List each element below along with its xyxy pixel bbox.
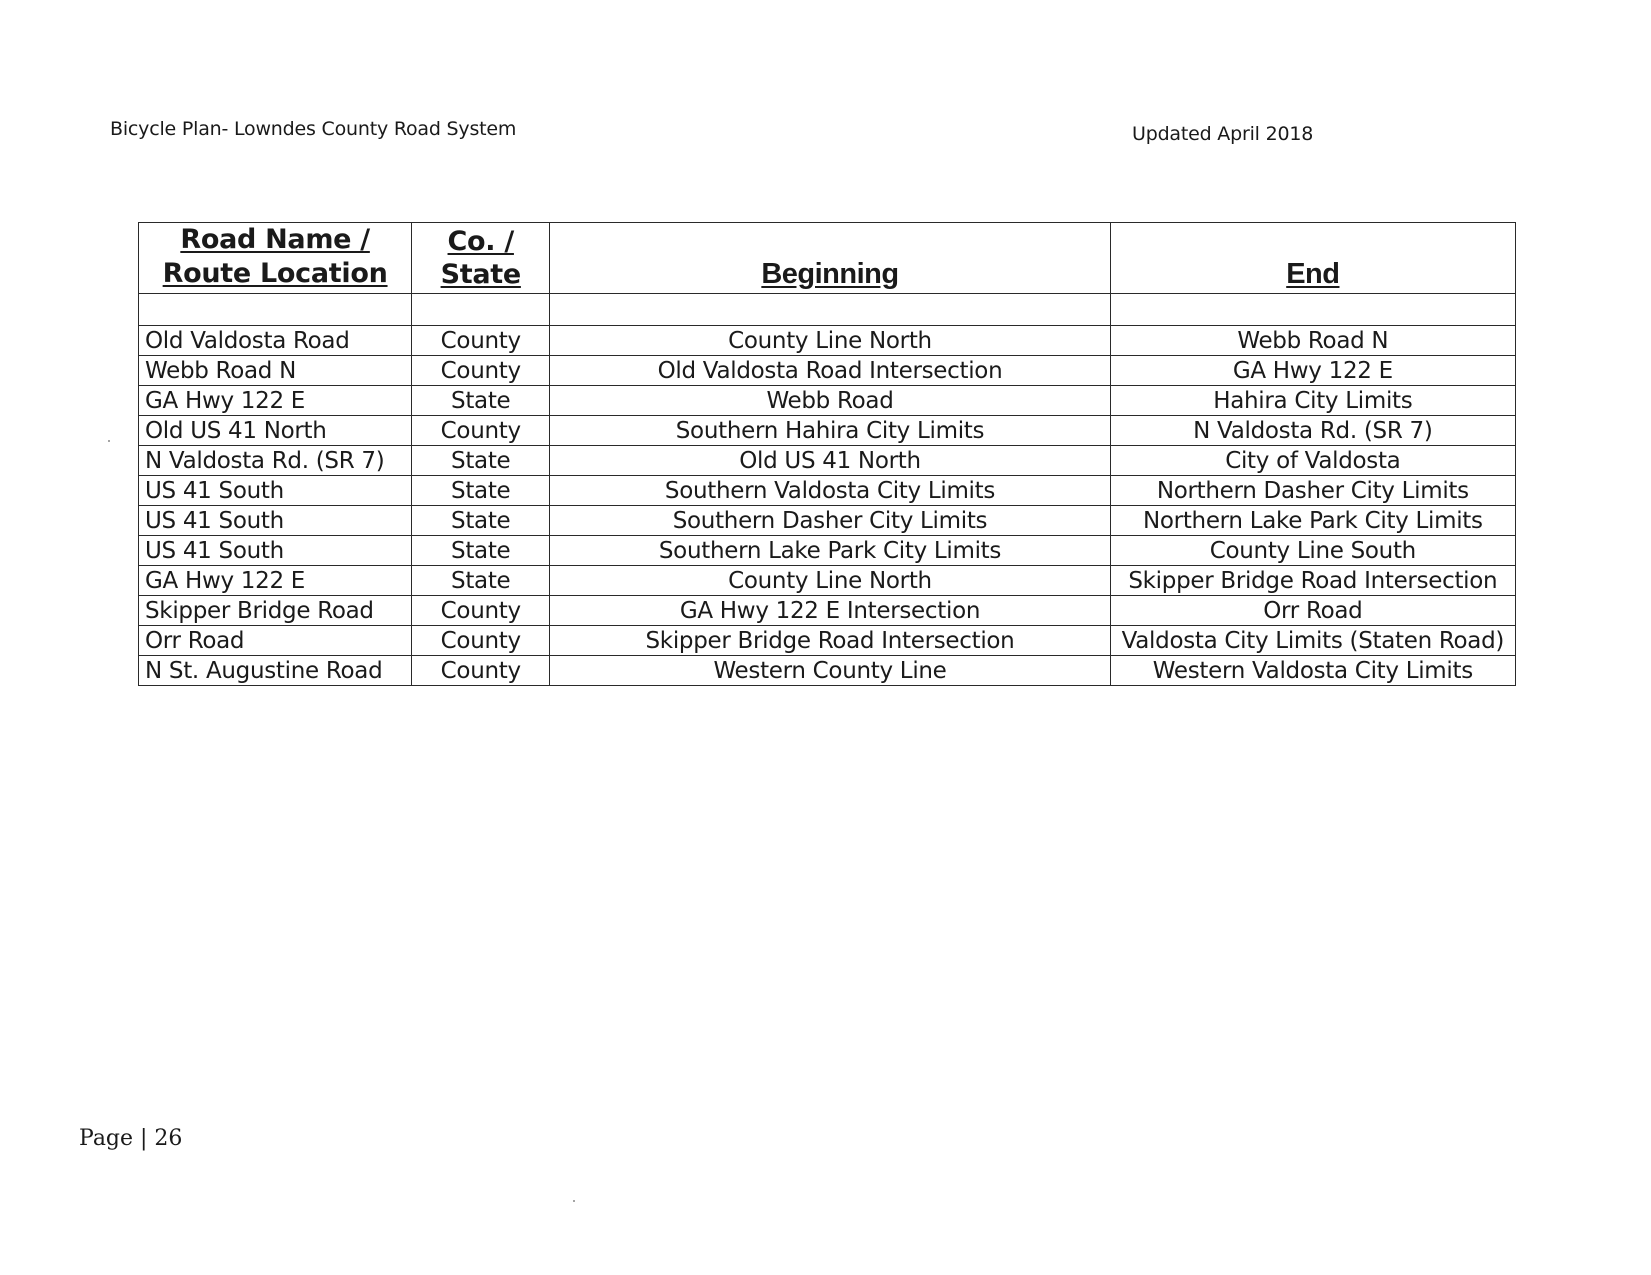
table-row xyxy=(139,566,1516,596)
road-name-cell: Skipper Bridge Road xyxy=(139,596,412,626)
beginning-cell: Western County Line xyxy=(550,656,1110,686)
beginning-cell: Old US 41 North xyxy=(550,446,1110,476)
beginning-cell: County Line North xyxy=(550,566,1110,596)
end-cell: Northern Lake Park City Limits xyxy=(1110,506,1515,536)
road-name-cell: Webb Road N xyxy=(139,356,412,386)
column-header-road-name-line1: Road Name / xyxy=(180,224,370,255)
end-cell: County Line South xyxy=(1110,536,1515,566)
empty-cell xyxy=(139,294,412,326)
table-row xyxy=(139,446,1516,476)
table-row xyxy=(139,656,1516,686)
beginning-cell: Webb Road xyxy=(550,386,1110,416)
table-row xyxy=(139,416,1516,446)
table-row xyxy=(139,356,1516,386)
bicycle-route-table xyxy=(138,222,1516,686)
table-header-row xyxy=(139,223,1516,294)
end-cell: Western Valdosta City Limits xyxy=(1110,656,1515,686)
co-state-cell: County xyxy=(412,656,550,686)
end-cell: Valdosta City Limits (Staten Road) xyxy=(1110,626,1515,656)
column-header-road-name xyxy=(139,223,412,294)
column-header-co-state-line2: State xyxy=(440,259,521,290)
co-state-cell: State xyxy=(412,506,550,536)
scan-artifact xyxy=(573,1200,575,1202)
column-header-road-name-line2: Route Location xyxy=(162,258,388,289)
co-state-cell: County xyxy=(412,356,550,386)
road-name-cell: Old US 41 North xyxy=(139,416,412,446)
table-row xyxy=(139,326,1516,356)
table-row xyxy=(139,536,1516,566)
end-cell: Orr Road xyxy=(1110,596,1515,626)
road-name-cell: N St. Augustine Road xyxy=(139,656,412,686)
updated-date: Updated April 2018 xyxy=(1132,123,1314,145)
table-row xyxy=(139,476,1516,506)
co-state-cell: County xyxy=(412,326,550,356)
beginning-cell: Southern Lake Park City Limits xyxy=(550,536,1110,566)
beginning-cell: Old Valdosta Road Intersection xyxy=(550,356,1110,386)
co-state-cell: State xyxy=(412,446,550,476)
column-header-beginning: Beginning xyxy=(550,223,1110,294)
road-name-cell: GA Hwy 122 E xyxy=(139,386,412,416)
end-cell: N Valdosta Rd. (SR 7) xyxy=(1110,416,1515,446)
table-row xyxy=(139,386,1516,416)
co-state-cell: County xyxy=(412,626,550,656)
end-cell: City of Valdosta xyxy=(1110,446,1515,476)
empty-cell xyxy=(412,294,550,326)
document-title: Bicycle Plan- Lowndes County Road System xyxy=(110,118,517,140)
co-state-cell: County xyxy=(412,596,550,626)
table-row xyxy=(139,626,1516,656)
end-cell: Northern Dasher City Limits xyxy=(1110,476,1515,506)
co-state-cell: State xyxy=(412,536,550,566)
column-header-co-state xyxy=(412,223,550,294)
scan-artifact xyxy=(108,440,110,442)
beginning-cell: Skipper Bridge Road Intersection xyxy=(550,626,1110,656)
table-row xyxy=(139,596,1516,626)
page-number: Page | 26 xyxy=(79,1126,183,1151)
co-state-cell: State xyxy=(412,386,550,416)
beginning-cell: GA Hwy 122 E Intersection xyxy=(550,596,1110,626)
road-name-cell: GA Hwy 122 E xyxy=(139,566,412,596)
empty-cell xyxy=(550,294,1110,326)
end-cell: Skipper Bridge Road Intersection xyxy=(1110,566,1515,596)
road-name-cell: N Valdosta Rd. (SR 7) xyxy=(139,446,412,476)
co-state-cell: County xyxy=(412,416,550,446)
empty-spacer-row xyxy=(139,294,1516,326)
end-cell: Webb Road N xyxy=(1110,326,1515,356)
column-header-end: End xyxy=(1110,223,1515,294)
road-name-cell: Orr Road xyxy=(139,626,412,656)
road-name-cell: US 41 South xyxy=(139,476,412,506)
column-header-co-state-line1: Co. / xyxy=(447,226,514,257)
beginning-cell: Southern Hahira City Limits xyxy=(550,416,1110,446)
end-cell: Hahira City Limits xyxy=(1110,386,1515,416)
co-state-cell: State xyxy=(412,566,550,596)
end-cell: GA Hwy 122 E xyxy=(1110,356,1515,386)
beginning-cell: Southern Dasher City Limits xyxy=(550,506,1110,536)
beginning-cell: Southern Valdosta City Limits xyxy=(550,476,1110,506)
co-state-cell: State xyxy=(412,476,550,506)
table-row xyxy=(139,506,1516,536)
road-name-cell: US 41 South xyxy=(139,536,412,566)
road-name-cell: US 41 South xyxy=(139,506,412,536)
road-name-cell: Old Valdosta Road xyxy=(139,326,412,356)
beginning-cell: County Line North xyxy=(550,326,1110,356)
empty-cell xyxy=(1110,294,1515,326)
